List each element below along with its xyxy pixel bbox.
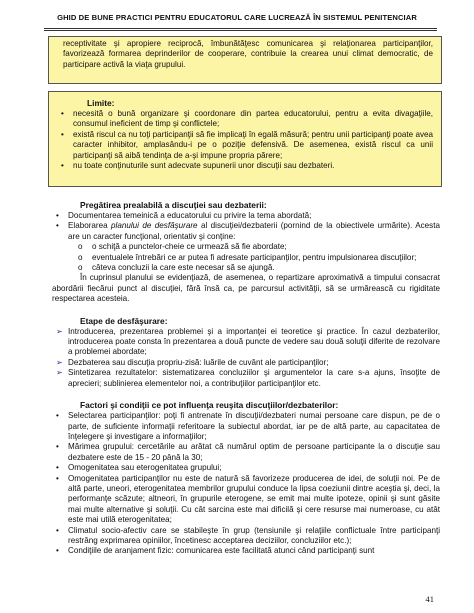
limits-title: Limite: [87,98,115,108]
prep-sublist [52,242,440,273]
running-header: GHID DE BUNE PRACTICI PENTRU EDUCATORUL CARE LUCREAZĂ ÎN SISTEMUL PENITENCIAR [57,13,417,22]
list-item: o câteva concluzii la care este necesar să se ajungă. [78,263,275,273]
list-item: • necesită o bună organizare şi coordonare din partea educatorului, pentru a evita divagaţiile, consumul ineficient de timp şi conflictele; [61,109,433,129]
stages-list [52,327,440,389]
circle-bullet-icon: o [78,242,83,252]
list-item: ➢ Sintetizarea rezultatelor: sistematizarea concluziilor şi argumentelor la care s-a ajuns, însoţite de aprecieri; sublinierea elementelor noi, a contribuţiilor participanţilor etc. [56,368,440,388]
bullet-icon: • [56,525,59,535]
bullet-icon: • [56,442,59,452]
list-item: • Omogenitatea sau eterogenitatea grupului; [56,463,222,473]
circle-bullet-icon: o [78,263,83,273]
list-item: ➢ Introducerea, prezentarea problemei şi a importanţei ei teoretice şi practice. În cazul dezbaterilor, introducerea poate consta în prezentarea a două puncte de vedere sau două soluţii diferite de rezolvare a problemei abordate; [56,326,440,357]
main-content [52,200,440,557]
limits-list [57,109,433,171]
list-item: o o schiţă a punctelor-cheie ce urmează să fie abordate; [78,242,287,252]
list-item: • Elaborarea planului de desfăşurare al discuţiei/dezbaterii (pornind de la obiectivele urmărite). Acesta are un caracter funcţional, orientativ şi conţine: [56,221,440,241]
arrow-bullet-icon: ➢ [56,326,63,336]
bullet-icon: • [56,463,59,473]
list-item: • Climatul socio-afectiv care se stabileşte în grup (tensiunile şi relaţiile conflictuale între participanţi restrâng exprimarea opiniilor, încetinesc acceptarea deciziilor, concluziilor etc.); [56,525,440,545]
bullet-icon: • [56,221,59,231]
page-number: 41 [425,594,434,604]
list-item: • există riscul ca nu toţi participanţii să fie implicaţi în egală măsură; pentru unii participanţi poate avea caracter inhibitor, amplasându-i pe o poziţie defensivă. De asemenea, există riscul ca unii participanţi să aibă tendinţa de a-şi impune propria părere; [61,129,433,160]
bullet-icon: • [56,473,59,483]
advantages-box [48,36,442,84]
factors-list [52,411,440,557]
circle-bullet-icon: o [78,252,83,262]
list-item: • Documentarea temeinică a educatorului cu privire la tema abordată; [56,211,312,220]
list-item: • nu toate conţinuturile sunt adecvate supunerii unor discuţii sau dezbateri. [61,161,335,171]
bullet-icon: • [61,161,64,171]
prep-title: Pregătirea prealabilă a discuţiei sau dezbaterii: [80,200,267,210]
list-item: • Mărimea grupului: cercetările au arătat că numărul optim de persoane participante la o discuţie sau dezbatere este de 15 - 20 până la 30; [56,442,440,462]
bullet-icon: • [56,546,59,556]
arrow-bullet-icon: ➢ [56,357,63,367]
bullet-icon: • [61,109,64,118]
bullet-icon: • [56,211,59,220]
bullet-icon: • [61,129,64,139]
advantages-text: receptivitate şi apropiere reciprocă, îmbunătăţesc comunicarea şi relaţionarea participanţilor, favorizează formarea deprinderilor de cooperare, contribuie la crearea unui climat democratic, de participare activă la viaţa grupului. [63,39,433,69]
list-item: • Condiţiile de aranjament fizic: comunicarea este facilitată atunci când participanţi sunt [56,546,375,556]
list-item: • Omogenitatea participanţilor nu este de natură să favorizeze producerea de idei, de soluţii noi. Pe de altă parte, uneori, eterogenitatea membrilor grupului conduce la lipsa coeziunii dintre aceştia şi, deci, la performanţe scăzute; altneori, în grupurile eterogene, se emit mai multe ipoteze, opinii şi sunt găsite mai multe alternative şi soluţii. Cu cât sarcina este mai dificilă şi cere resurse mai numeroase, cu atât este mai utilă eterogenitatea; [56,473,440,525]
prep-list [52,211,440,242]
stages-title: Etape de desfăşurare: [80,315,168,326]
header-rule [44,28,437,31]
factors-title: Factori şi condiţii ce pot influenţa reuşita discuţiilor/dezbaterilor: [80,400,339,411]
list-item: o eventualele întrebări ce ar putea fi adresate participanţilor, pentru impulsionarea discuţiilor; [78,252,417,262]
list-item: • Selectarea participanţilor: poţi fi antrenate în discuţii/dezbateri numai persoane care dispun, pe de o parte, de suficiente informaţii referitoare la subiectul abordat, iar pe de altă parte, au capacitatea de înţelegere şi investigare a informaţiilor; [56,411,440,441]
list-item: ➢ Dezbaterea sau discuţia propriu-zisă: luările de cuvânt ale participanţilor; [56,357,329,367]
arrow-bullet-icon: ➢ [56,368,63,378]
bullet-icon: • [56,411,59,421]
prep-paragraph: În cuprinsul planului se evidenţiază, de asemenea, o repartizare aproximativă a timpului consacrat abordării fiecărui punct al discuţiei, fără însă ca, pe parcursul activităţii, să se urmărească cu rigiditate respectarea acesteia. [52,273,440,304]
limits-box [48,91,442,187]
